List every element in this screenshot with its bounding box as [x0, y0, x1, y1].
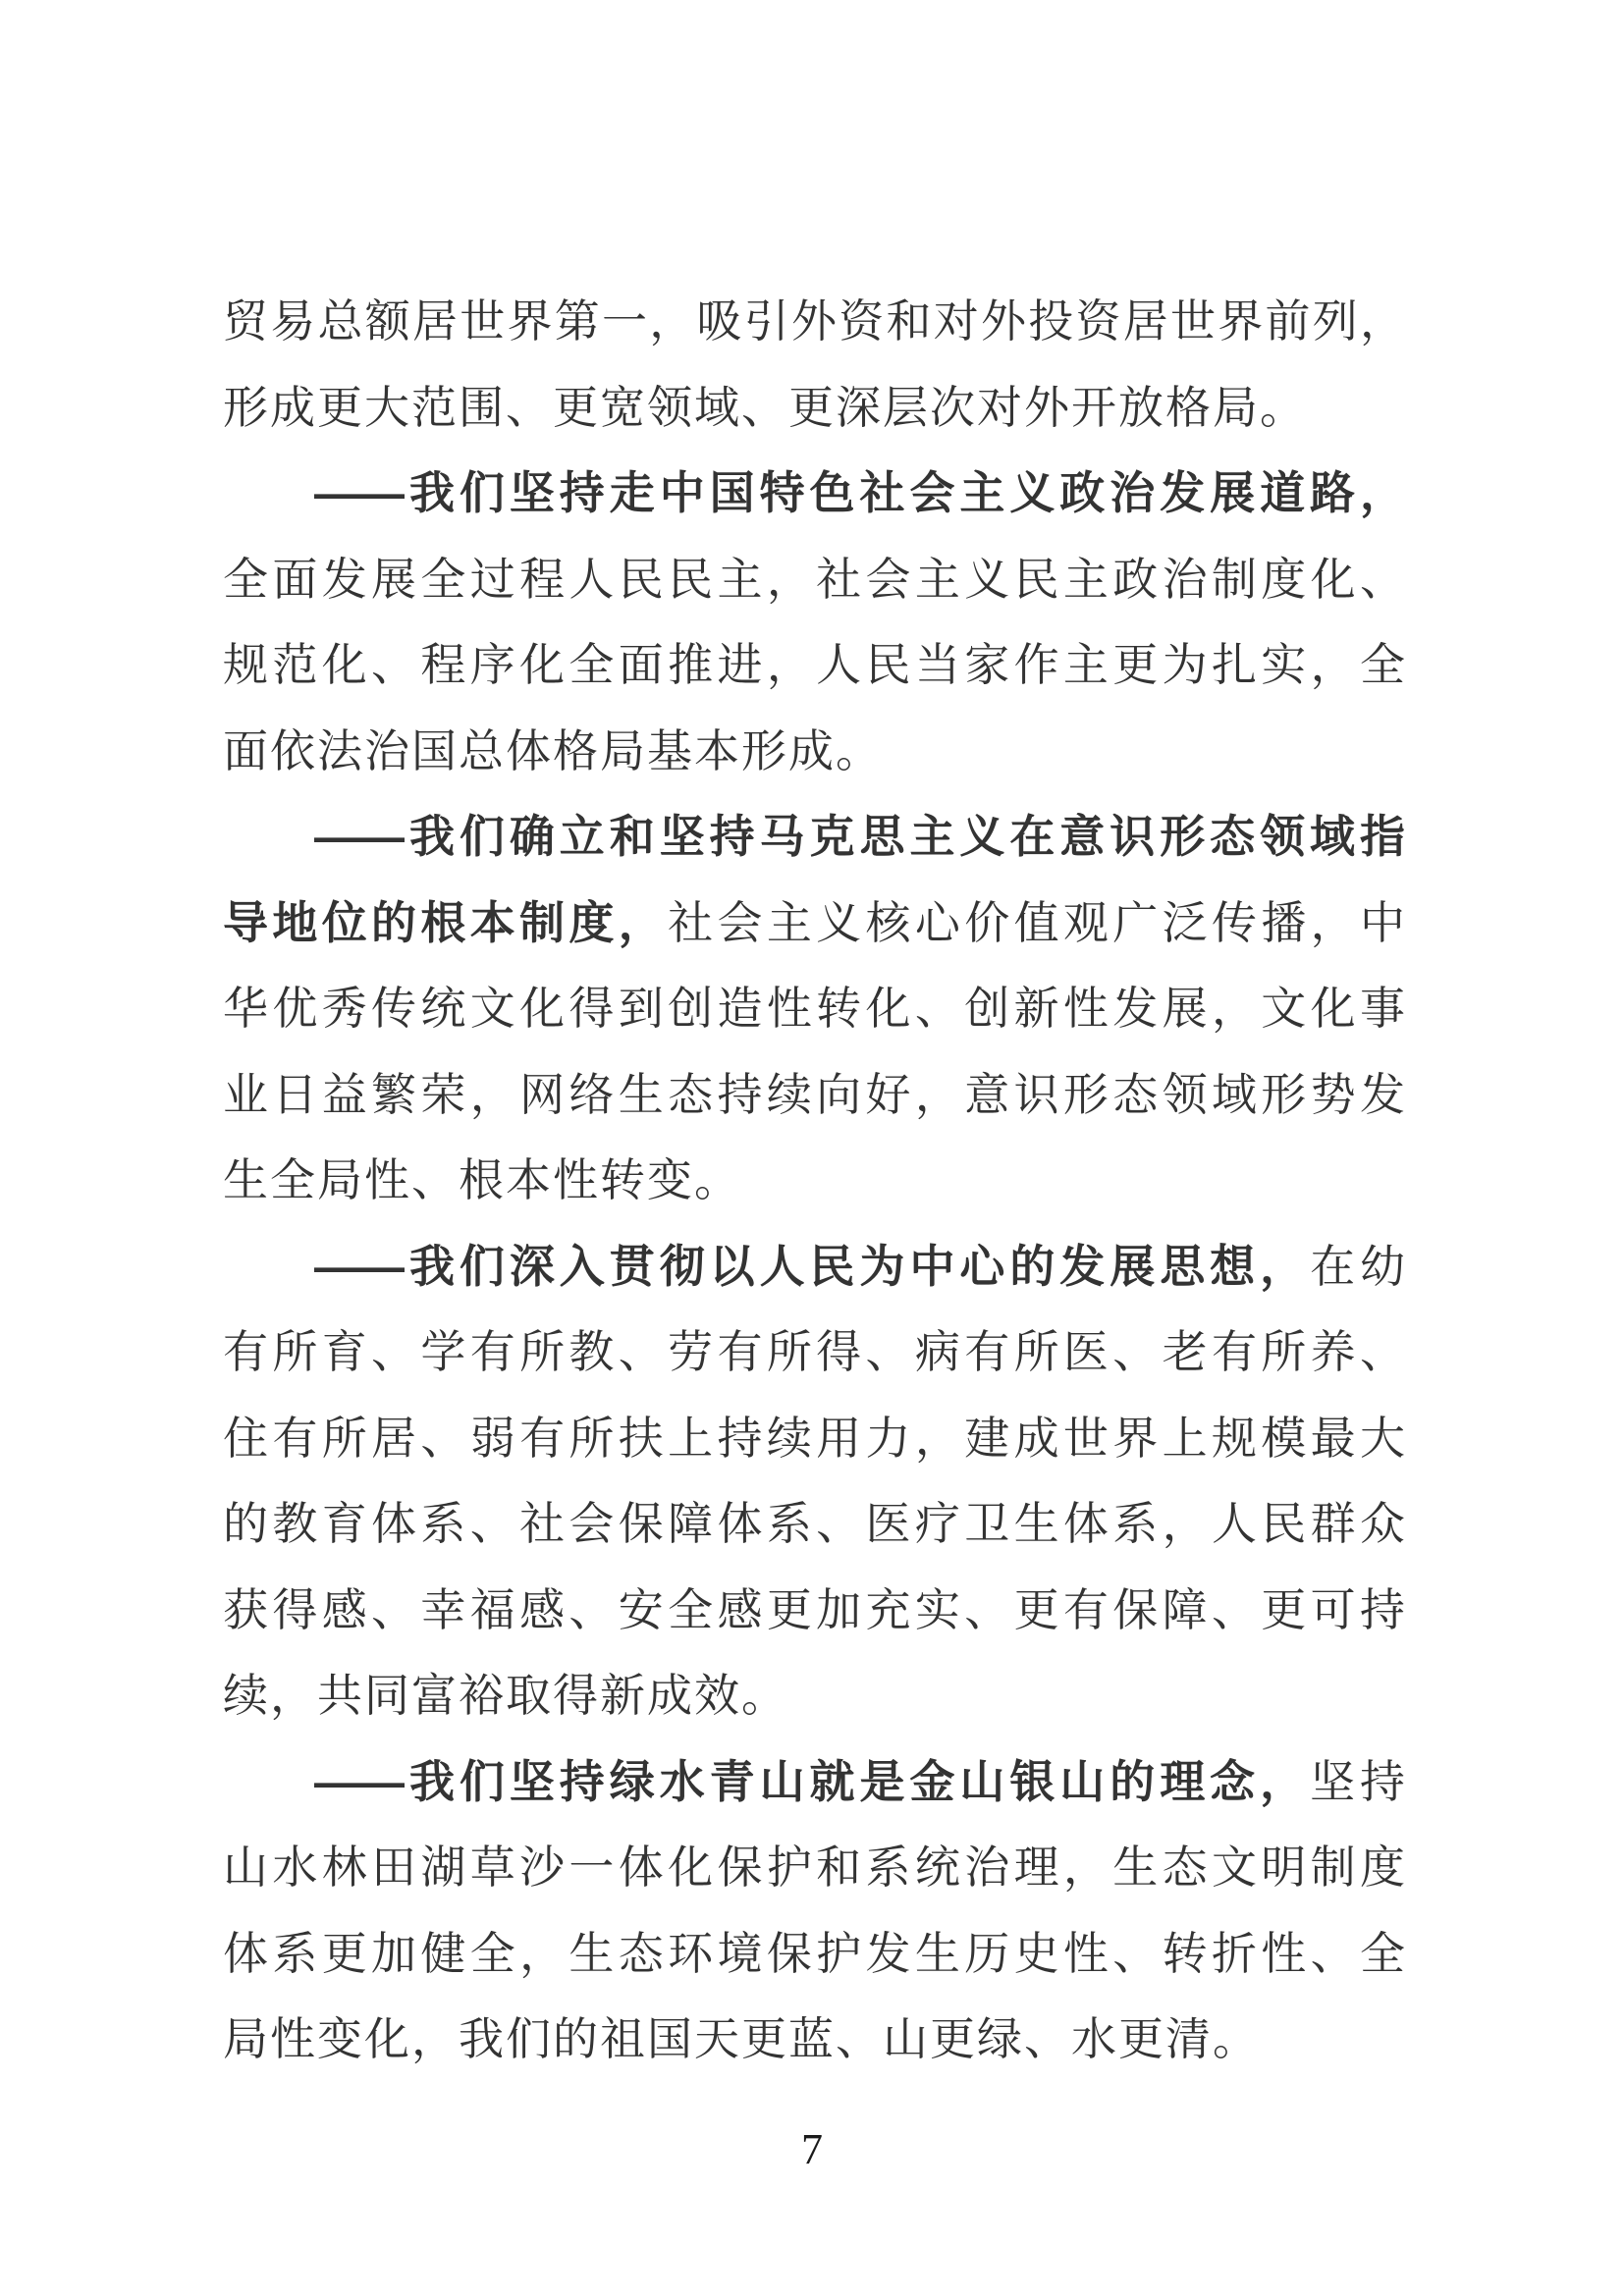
text-segment: 社会主义核心价值观广泛传播，中: [668, 897, 1406, 948]
bold-segment: ——我们坚持绿水青山就是金山银山的理念，: [314, 1755, 1311, 1807]
text-segment: 规范化、程序化全面推进，人民当家作主更为扎实，全: [223, 640, 1405, 690]
text-segment: 的教育体系、社会保障体系、医疗卫生体系，人民群众: [223, 1499, 1405, 1549]
bold-segment: ——我们确立和坚持马克思主义在意识形态领域指: [314, 811, 1405, 862]
text-line-8: [223, 881, 1405, 967]
text-line-19: [223, 1825, 1405, 1911]
text-segment: 在幼: [1310, 1241, 1406, 1292]
text-segment: 贸易总额居世界第一，吸引外资和对外投资居世界前列，: [223, 296, 1405, 347]
text-line-11: [223, 1138, 1405, 1224]
body-text-block: [223, 279, 1405, 2083]
text-line-21: [223, 1997, 1405, 2083]
text-segment: 有所育、学有所教、劳有所得、病有所医、老有所养、: [223, 1327, 1405, 1377]
page-number: 7: [801, 2125, 823, 2173]
text-segment: 全面发展全过程人民民主，社会主义民主政治制度化、: [223, 554, 1405, 605]
bold-segment: ——我们坚持走中国特色社会主义政治发展道路，: [314, 467, 1405, 518]
text-segment: 业日益繁荣，网络生态持续向好，意识形态领域形势发: [223, 1069, 1405, 1120]
bold-segment: 导地位的根本制度，: [223, 896, 669, 948]
text-segment: 体系更加健全，生态环境保护发生历史性、转折性、全: [223, 1928, 1405, 1979]
text-line-18: [223, 1739, 1405, 1826]
text-segment: 华优秀传统文化得到创造性转化、创新性发展，文化事: [223, 984, 1405, 1034]
text-line-17: [223, 1653, 1405, 1739]
text-line-15: [223, 1481, 1405, 1568]
text-segment: 获得感、幸福感、安全感更加充实、更有保障、更可持: [223, 1584, 1405, 1635]
text-line-9: [223, 966, 1405, 1052]
text-segment: 坚持: [1310, 1756, 1406, 1807]
text-line-3: [223, 451, 1405, 537]
text-line-1: [223, 279, 1405, 365]
text-line-14: [223, 1396, 1405, 1482]
text-line-10: [223, 1052, 1405, 1139]
text-segment: 面依法治国总体格局基本形成。: [223, 725, 883, 776]
text-line-16: [223, 1568, 1405, 1654]
text-segment: 住有所居、弱有所扶上持续用力，建成世界上规模最大: [223, 1413, 1405, 1464]
text-line-20: [223, 1911, 1405, 1998]
text-segment: 生全局性、根本性转变。: [223, 1155, 741, 1205]
text-segment: 山水林田湖草沙一体化保护和系统治理，生态文明制度: [223, 1842, 1405, 1893]
text-line-2: [223, 365, 1405, 452]
text-segment: 续，共同富裕取得新成效。: [223, 1671, 788, 1721]
text-line-7: [223, 794, 1405, 881]
text-line-5: [223, 622, 1405, 709]
bold-segment: ——我们深入贯彻以人民为中心的发展思想，: [314, 1240, 1311, 1292]
text-line-4: [223, 537, 1405, 623]
text-line-12: [223, 1224, 1405, 1310]
text-segment: 形成更大范围、更宽领域、更深层次对外开放格局。: [223, 382, 1307, 433]
text-line-6: [223, 709, 1405, 795]
text-segment: 局性变化，我们的祖国天更蓝、山更绿、水更清。: [223, 2014, 1260, 2064]
text-line-13: [223, 1309, 1405, 1396]
